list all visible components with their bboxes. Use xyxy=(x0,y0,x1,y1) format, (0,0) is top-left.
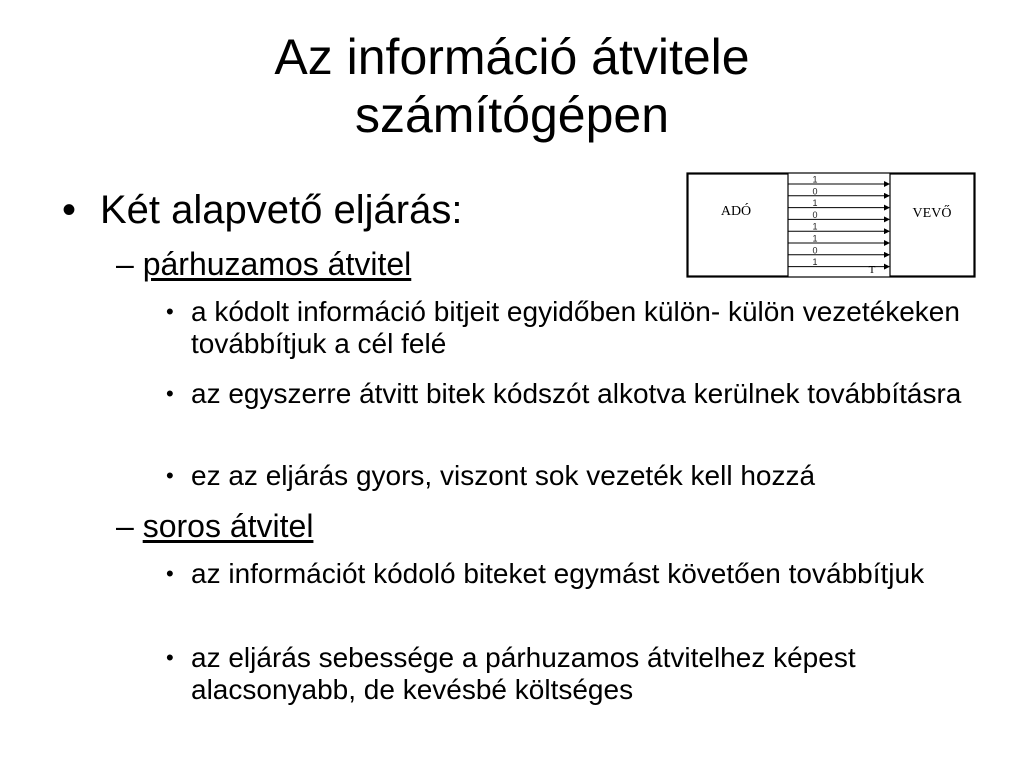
bit-label: 0 xyxy=(812,209,818,220)
serial-point-text: az eljárás sebessége a párhuzamos átvitelhez képest alacsonyabb, de kevésbé költséges xyxy=(191,642,856,705)
method-parallel-label: párhuzamos átvitel xyxy=(142,246,412,282)
parallel-transmission-diagram xyxy=(686,172,976,278)
bullet-dot-icon: • xyxy=(166,381,174,406)
sender-label: ADÓ xyxy=(720,204,752,219)
slide-title-line-1: Az információ átvitele xyxy=(274,29,750,85)
bit-label: 1 xyxy=(812,174,818,185)
receiver-box xyxy=(890,174,974,276)
parallel-point-text: az egyszerre átvitt bitek kódszót alkotva kerülnek továbbításra xyxy=(191,378,962,409)
parallel-point xyxy=(166,460,986,492)
bullet-dot-icon: • xyxy=(166,561,174,586)
parallel-point xyxy=(166,296,986,360)
bullet-dot-icon: • xyxy=(166,463,174,488)
bit-label: 1 xyxy=(812,221,818,232)
bullet-dot-icon: • xyxy=(166,645,174,670)
receiver-label: VEVŐ xyxy=(912,206,952,221)
method-parallel xyxy=(116,246,411,282)
wire-marker: T xyxy=(868,264,876,276)
serial-point xyxy=(166,558,986,590)
bullet-dot-icon: • xyxy=(166,299,174,324)
slide-title-line-2: számítógépen xyxy=(354,87,670,143)
sender-box xyxy=(688,174,788,276)
bit-label: 0 xyxy=(812,245,818,256)
parallel-point xyxy=(166,378,986,410)
serial-point xyxy=(166,642,986,706)
parallel-point-text: a kódolt információ bitjeit egyidőben külön- külön vezetékeken továbbítjuk a cél felé xyxy=(191,296,960,359)
dash-icon: – xyxy=(116,508,143,544)
serial-point-text: az információt kódoló biteket egymást követően továbbítjuk xyxy=(191,558,925,589)
parallel-point-text: ez az eljárás gyors, viszont sok vezeték kell hozzá xyxy=(191,460,816,491)
bullet-dot-icon: • xyxy=(62,188,77,232)
main-bullet-text: Két alapvető eljárás: xyxy=(100,188,463,232)
dash-icon: – xyxy=(116,246,143,282)
bit-label: 1 xyxy=(812,198,818,209)
bit-label: 1 xyxy=(812,257,818,268)
bit-label: 1 xyxy=(812,233,818,244)
slide-title xyxy=(0,28,1024,144)
bit-label: 0 xyxy=(812,186,818,197)
method-serial-label: soros átvitel xyxy=(142,508,314,544)
method-serial xyxy=(116,508,313,544)
